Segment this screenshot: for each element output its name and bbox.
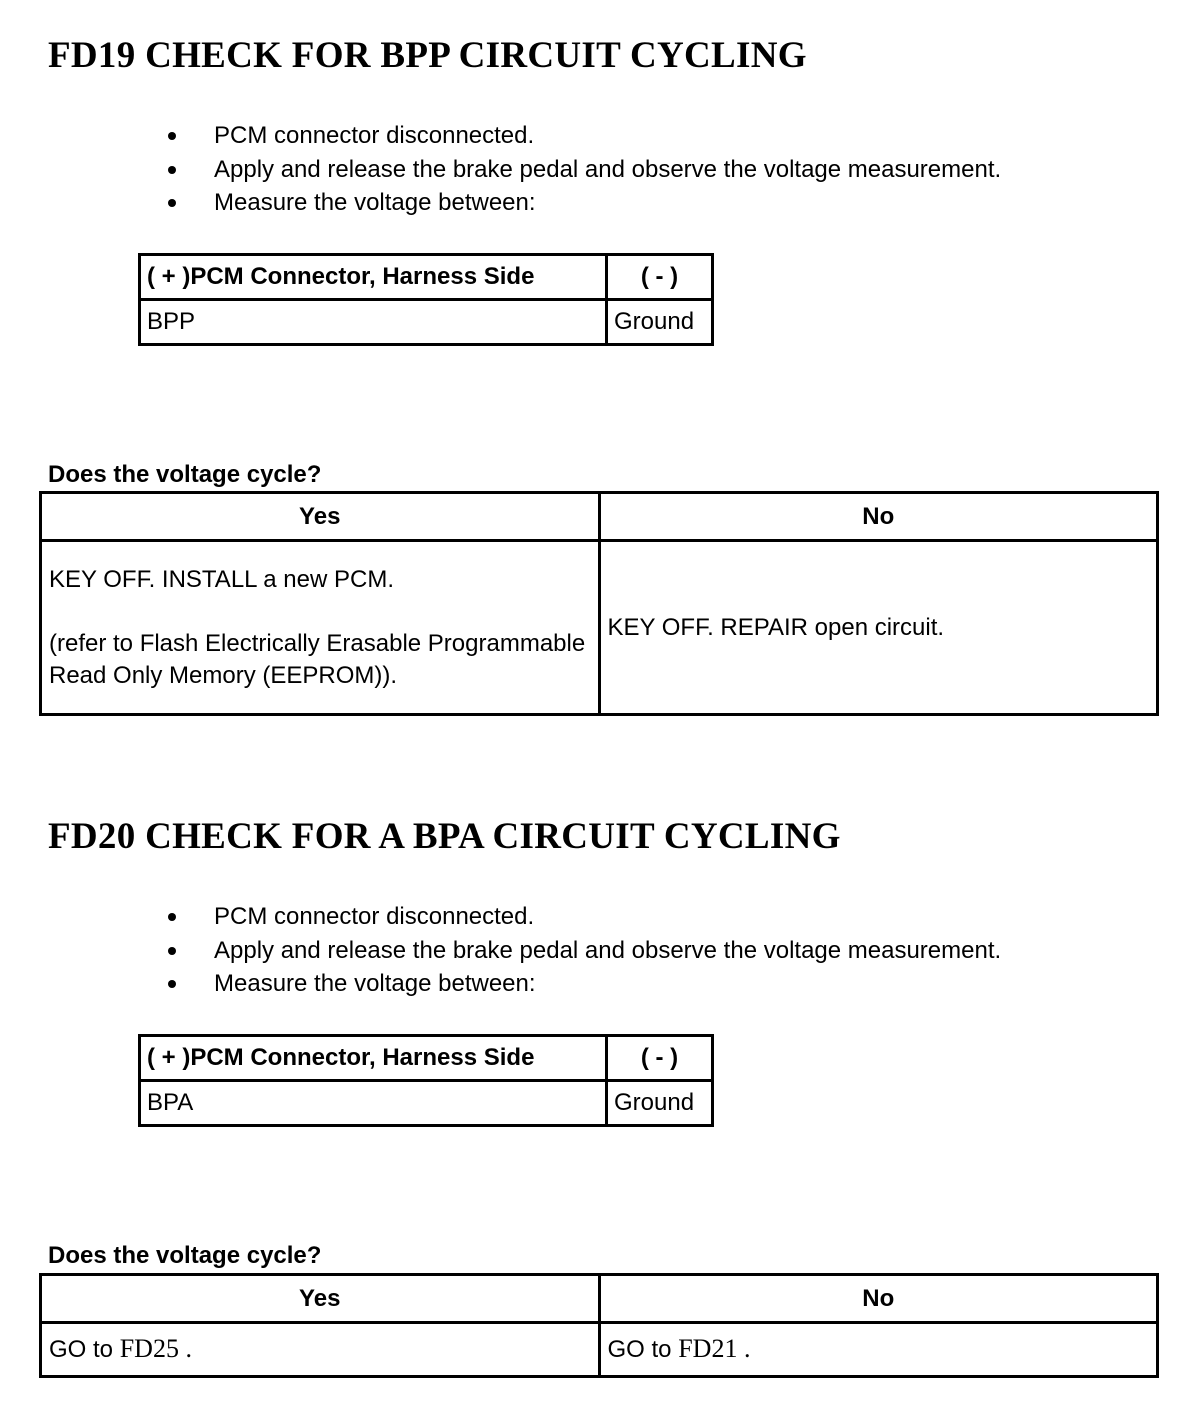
measure-cell-negative: Ground [607,1081,713,1126]
answer-header-yes: Yes [41,493,600,541]
question-fd20: Does the voltage cycle? [48,1242,322,1269]
measure-header-negative: ( - ) [607,255,713,300]
answer-no-prefix: GO to [607,1336,672,1363]
answer-cell-yes [41,541,600,715]
measure-cell-positive: BPP [140,300,607,345]
measure-cell-negative: Ground [607,300,713,345]
answer-yes-link[interactable]: FD25 . [119,1334,192,1363]
answer-header-no: No [599,493,1158,541]
answer-no-link[interactable]: FD21 . [678,1334,751,1363]
answer-yes-line: (refer to Flash Electrically Erasable Programmable Read Only Memory (EEPROM)). [49,629,586,689]
answer-table-fd20 [39,1273,1159,1378]
instruction-item: Measure the voltage between: [160,967,1001,1001]
answer-yes-prefix: GO to [49,1336,114,1363]
instruction-item: PCM connector disconnected. [160,119,1001,153]
answer-cell-no: KEY OFF. REPAIR open circuit. [599,541,1158,715]
instruction-item: Apply and release the brake pedal and observe the voltage measurement. [160,153,1001,187]
measurement-table-fd19 [138,253,714,346]
measure-header-negative: ( - ) [607,1036,713,1081]
instruction-item: Measure the voltage between: [160,186,1001,220]
instruction-list-fd20 [160,900,1001,1001]
answer-table-fd19 [39,491,1159,716]
bullet-icon [168,913,176,921]
measure-header-positive: ( + )PCM Connector, Harness Side [140,255,607,300]
bullet-icon [168,166,176,174]
section-title-fd19: FD19 CHECK FOR BPP CIRCUIT CYCLING [48,35,807,76]
section-title-fd20: FD20 CHECK FOR A BPA CIRCUIT CYCLING [48,816,841,857]
instruction-list-fd19 [160,119,1001,220]
question-fd19: Does the voltage cycle? [48,461,322,488]
instruction-item: PCM connector disconnected. [160,900,1001,934]
measurement-table-fd20 [138,1034,714,1127]
bullet-icon [168,980,176,988]
bullet-icon [168,947,176,955]
bullet-icon [168,199,176,207]
instruction-item: Apply and release the brake pedal and observe the voltage measurement. [160,934,1001,968]
answer-cell-no [599,1323,1158,1377]
answer-cell-yes [41,1323,600,1377]
answer-header-yes: Yes [41,1275,600,1323]
answer-yes-line: KEY OFF. INSTALL a new PCM. [49,565,394,593]
measure-cell-positive: BPA [140,1081,607,1126]
measure-header-positive: ( + )PCM Connector, Harness Side [140,1036,607,1081]
answer-header-no: No [599,1275,1158,1323]
bullet-icon [168,132,176,140]
